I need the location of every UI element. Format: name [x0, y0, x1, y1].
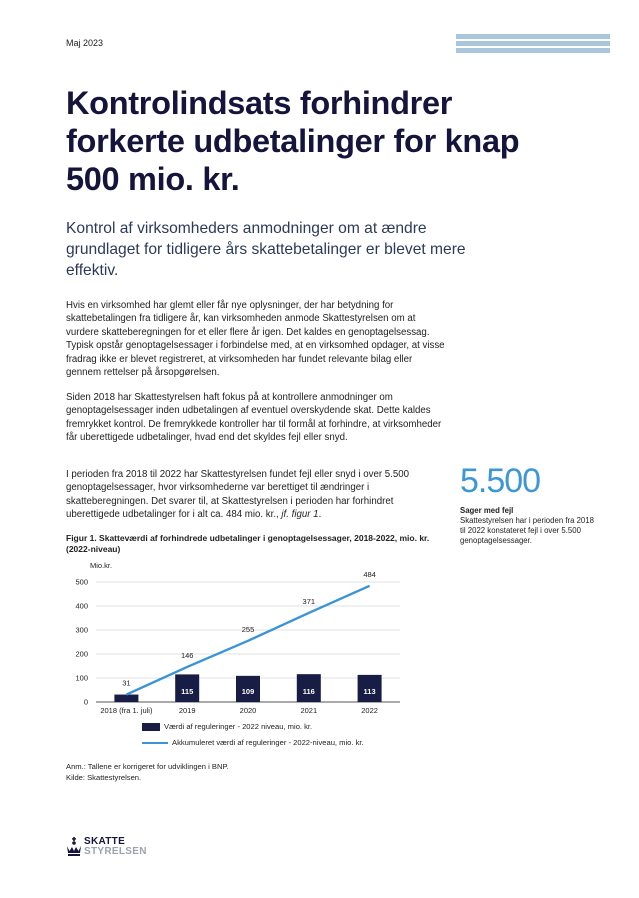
- x-tick-label: 2021: [300, 706, 318, 715]
- body-paragraph: Hvis en virksomhed har glemt eller får nye oplysninger, der har betydning for skattebetalingen fra tidligere år, kan virksomheden anmode Skattestyrelsen om at vurdere skatteberegningen for et eller flere år igen. Det kaldes en genoptagelsessag. Typisk opstår genoptagelsessager i forbindelse med, at en virksomhed opdager, at visse fradrag ikke er blevet registreret, at virksomheden har fundet relevante bilag eller gennem rettelser på årsopgørelsen.: [66, 300, 445, 379]
- header-stripe: [456, 34, 610, 39]
- logo-line-2: STYRELSEN: [84, 846, 147, 857]
- x-tick-label: 2019: [178, 706, 196, 715]
- bar-data-label: 115: [181, 687, 194, 696]
- x-tick-label: 2018 (fra 1. juli): [100, 706, 153, 715]
- y-tick-label: 400: [75, 601, 88, 611]
- legend-label: Akkumuleret værdi af reguleringer - 2022-niveau, mio. kr.: [172, 738, 364, 747]
- legend-item-line: [142, 738, 364, 747]
- skattestyrelsen-logo: [66, 837, 147, 857]
- y-tick-label: 500: [75, 577, 88, 587]
- publication-date: Maj 2023: [66, 38, 104, 48]
- lead-paragraph: Kontrol af virksomheders anmodninger om at ændre grundlaget for tidligere års skattebetalinger er blevet mere effektiv.: [66, 220, 466, 279]
- line-data-label: 484: [363, 569, 376, 579]
- legend-swatch-line: [142, 742, 168, 744]
- body-paragraph: Siden 2018 har Skattestyrelsen haft fokus på at kontrollere anmodninger om genoptagelsessager inden udbetalingen af eventuel overskydende skat. Dette kaldes fremrykket kontrol. De fremrykkede kontroller har til formål at forhindre, at virksomheder får uberettigede udbetalinger, hvad end det skyldes fejl eller snyd.: [66, 392, 442, 444]
- line-data-label: 255: [241, 624, 255, 634]
- legend-swatch-bar: [142, 723, 160, 731]
- body-paragraph: [66, 468, 446, 522]
- factbox-text: Skattestyrelsen har i perioden fra 2018 til 2022 konstateret fejl i over 5.500 genoptagelsessager.: [460, 516, 594, 545]
- bar-data-label: 116: [302, 687, 315, 696]
- paragraph-end: .: [318, 509, 322, 521]
- figure-reference: jf. figur 1: [281, 509, 319, 521]
- y-tick-label: 100: [75, 673, 88, 683]
- line-data-label: 371: [302, 596, 316, 606]
- chart: [60, 560, 410, 720]
- x-tick-label: 2020: [239, 706, 257, 715]
- line-data-label: 146: [180, 650, 194, 660]
- figure-source: Kilde: Skattestyrelsen.: [66, 773, 142, 782]
- header-stripe: [456, 48, 610, 53]
- figure-note: Anm.: Tallene er korrigeret for udviklingen i BNP.: [66, 762, 229, 771]
- legend-item-bar: [142, 722, 312, 731]
- factbox-title: Sager med fejl: [460, 506, 514, 515]
- x-tick-label: 2022: [361, 706, 378, 715]
- page-title: Kontrolindsats forhindrer forkerte udbetalinger for knap 500 mio. kr.: [66, 85, 520, 197]
- logo-line-1: SKATTE: [84, 836, 126, 847]
- y-tick-label: 200: [75, 649, 88, 659]
- line-data-label: 31: [122, 678, 131, 688]
- bar-data-label: 113: [363, 687, 376, 696]
- bar-data-label: 109: [241, 687, 255, 696]
- y-tick-label: 0: [83, 697, 88, 707]
- header-stripe: [456, 41, 610, 46]
- figure-caption: Figur 1. Skatteværdi af forhindrede udbetalinger i genoptagelsessager, 2018-2022, mio. kr. (2022-niveau): [66, 533, 430, 554]
- bar: [114, 695, 138, 702]
- paragraph-text: I perioden fra 2018 til 2022 har Skattestyrelsen fundet fejl eller snyd i over 5.500 genoptagelsessager, hvor virksomhederne var berettiget til ændringer i skatteberegningen. Det svarer til, at Skattestyrelsen i perioden har forhindret uberettigede udbetalinger for i alt ca. 484 mio. kr.,: [66, 469, 410, 521]
- y-tick-label: 300: [75, 625, 88, 635]
- legend-label: Værdi af reguleringer - 2022 niveau, mio. kr.: [164, 722, 313, 731]
- y-axis-label: Mio.kr.: [90, 561, 113, 570]
- crown-icon: [66, 837, 82, 857]
- factbox-number: 5.500: [460, 462, 541, 500]
